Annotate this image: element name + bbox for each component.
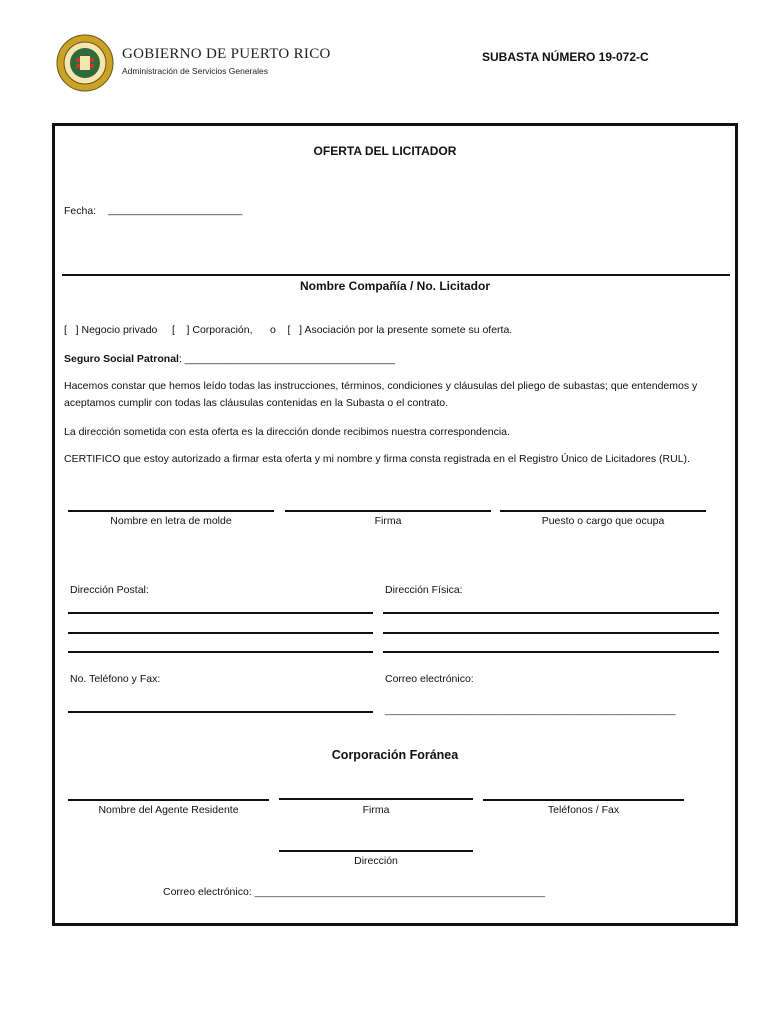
- puesto-caption: Puesto o cargo que ocupa: [541, 515, 665, 527]
- subasta-number: SUBASTA NÚMERO 19-072-C: [482, 50, 649, 64]
- paragraph-address: La dirección sometida con esta oferta es la dirección donde recibimos nuestra correspondencia.: [64, 426, 510, 438]
- seguro-social-field[interactable]: : ____________________________________: [178, 353, 396, 365]
- seguro-social-label: Seguro Social Patronal: [64, 353, 179, 365]
- government-title: GOBIERNO DE PUERTO RICO: [122, 46, 331, 62]
- paragraph-acknowledgement: Hacemos constar que hemos leído todas las instrucciones, términos, condiciones y cláusulas del pliego de subastas; que entendemos y aceptamos cumplir con todas las cláusulas contenidas en la Subasta o el contrato.: [64, 380, 698, 409]
- fecha-label: Fecha:: [64, 205, 97, 217]
- foreign-firma-caption: Firma: [362, 804, 390, 816]
- firma-signature-line[interactable]: [285, 510, 491, 512]
- foreign-email-label: Correo electrónico:: [163, 886, 255, 898]
- foreign-email-row: [163, 886, 545, 898]
- name-caption: Nombre en letra de molde: [110, 515, 232, 527]
- foreign-address-caption: Dirección: [354, 855, 398, 867]
- fecha-field[interactable]: _______________________: [108, 204, 243, 216]
- postal-address-line[interactable]: [68, 651, 373, 653]
- foreign-phone-caption: Teléfonos / Fax: [547, 804, 620, 816]
- phone-line[interactable]: [68, 711, 373, 713]
- phone-label: No. Teléfono y Fax:: [70, 673, 161, 685]
- agent-line[interactable]: [68, 799, 269, 801]
- foreign-firma-line[interactable]: [279, 798, 473, 800]
- firma-caption: Firma: [374, 515, 402, 527]
- paragraph-certifico: CERTIFICO que estoy autorizado a firmar esta oferta y mi nombre y firma consta registrada en el Registro Único de Licitadores (RUL).: [64, 453, 690, 465]
- physical-address-line[interactable]: [383, 651, 719, 653]
- postal-address-label: Dirección Postal:: [70, 584, 149, 596]
- physical-address-line[interactable]: [383, 612, 719, 614]
- physical-address-line[interactable]: [383, 632, 719, 634]
- postal-address-line[interactable]: [68, 612, 373, 614]
- government-subtitle: Administración de Servicios Generales: [122, 66, 268, 76]
- name-signature-line[interactable]: [68, 510, 274, 512]
- foreign-email-field[interactable]: _______________________________________________________: [254, 887, 546, 898]
- email-label: Correo electrónico:: [385, 673, 474, 685]
- company-line: [62, 274, 730, 276]
- company-heading: Nombre Compañía / No. Licitador: [299, 279, 491, 293]
- physical-address-label: Dirección Física:: [385, 584, 463, 596]
- postal-address-line[interactable]: [68, 632, 373, 634]
- seguro-social-row: [64, 353, 395, 365]
- form-title: OFERTA DEL LICITADOR: [313, 144, 457, 158]
- seal-icon: [56, 34, 114, 92]
- agent-caption: Nombre del Agente Residente: [98, 804, 239, 816]
- puesto-signature-line[interactable]: [500, 510, 706, 512]
- foreign-corporation-heading: Corporación Foránea: [331, 748, 459, 762]
- entity-options[interactable]: [ ] Negocio privado [ ] Corporación, o [ ] Asociación por la presente somete su oferta.: [64, 324, 513, 336]
- email-field[interactable]: _______________________________________________________: [385, 705, 676, 716]
- foreign-address-line[interactable]: [279, 850, 473, 852]
- foreign-phone-line[interactable]: [483, 799, 684, 801]
